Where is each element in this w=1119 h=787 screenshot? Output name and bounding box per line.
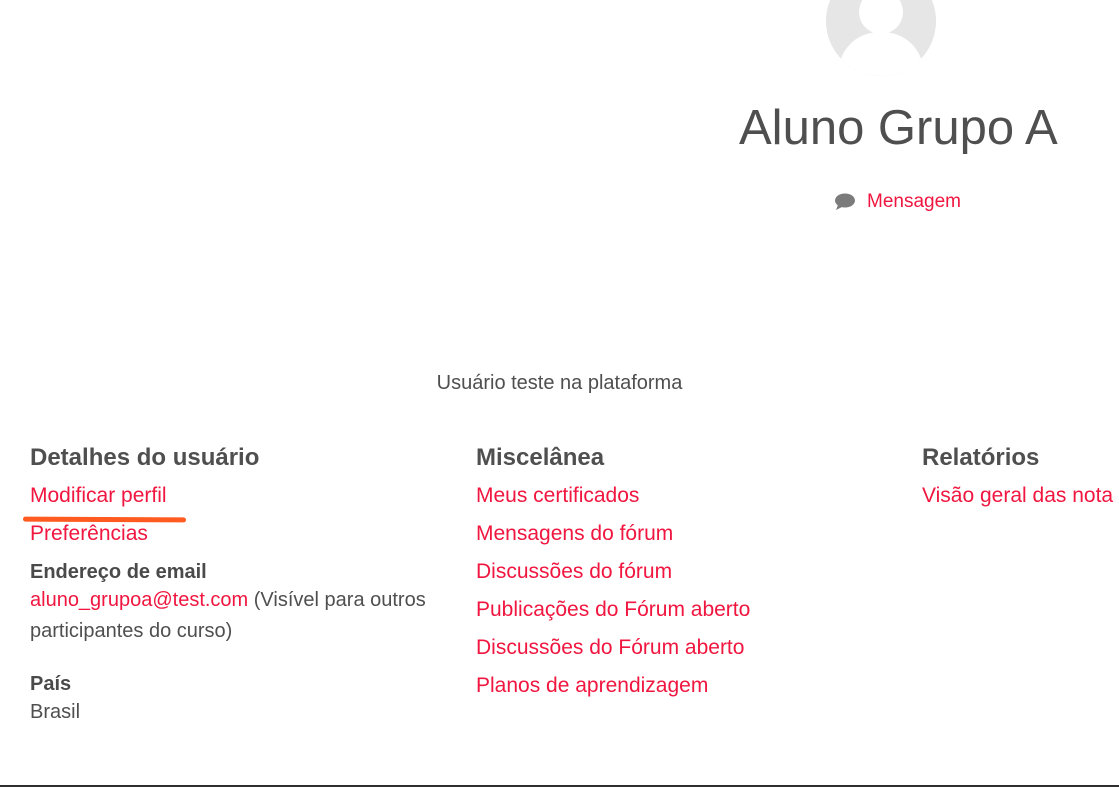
country-value: Brasil	[30, 701, 81, 723]
email-visibility-note: (Visível para outros participantes do curso)	[30, 589, 426, 642]
my-certificates-link[interactable]: Meus certificados	[476, 484, 640, 507]
forum-messages-link[interactable]: Mensagens do fórum	[476, 522, 674, 545]
learning-plans-link[interactable]: Planos de aprendizagem	[476, 674, 709, 697]
user-details-section	[30, 443, 430, 728]
user-details-links	[30, 483, 430, 547]
reports-section	[922, 443, 1119, 521]
miscellaneous-title: Miscelânea	[476, 444, 605, 471]
user-details-title: Detalhes do usuário	[30, 444, 260, 471]
preferences-link[interactable]: Preferências	[30, 522, 148, 545]
miscellaneous-section	[476, 443, 896, 711]
forum-discussions-link[interactable]: Discussões do fórum	[476, 560, 673, 583]
country-label: País	[30, 673, 72, 695]
grades-overview-link[interactable]: Visão geral das nota	[922, 484, 1114, 507]
open-forum-discussions-link[interactable]: Discussões do Fórum aberto	[476, 636, 745, 659]
modify-profile-item	[30, 483, 430, 509]
user-avatar-icon	[826, 0, 936, 76]
profile-description: Usuário teste na plataforma	[436, 372, 683, 394]
list-item	[476, 597, 896, 623]
list-item	[476, 635, 896, 661]
email-link[interactable]: aluno_grupoa@test.com	[30, 589, 249, 611]
miscellaneous-links	[476, 483, 896, 699]
message-link[interactable]	[834, 190, 961, 214]
list-item	[476, 483, 896, 509]
avatar	[826, 0, 936, 76]
preferences-item	[30, 521, 430, 547]
list-item	[476, 673, 896, 699]
profile-name: Aluno Grupo A	[739, 101, 1058, 155]
speech-bubble-icon	[834, 193, 856, 211]
email-value-block	[30, 585, 430, 647]
open-forum-posts-link[interactable]: Publicações do Fórum aberto	[476, 598, 751, 621]
modify-profile-link[interactable]: Modificar perfil	[30, 484, 167, 507]
reports-title: Relatórios	[922, 444, 1040, 471]
highlight-underline	[23, 517, 186, 523]
message-label: Mensagem	[867, 191, 961, 212]
list-item	[922, 483, 1119, 509]
email-label: Endereço de email	[30, 561, 207, 583]
list-item	[476, 559, 896, 585]
reports-links	[922, 483, 1119, 509]
list-item	[476, 521, 896, 547]
